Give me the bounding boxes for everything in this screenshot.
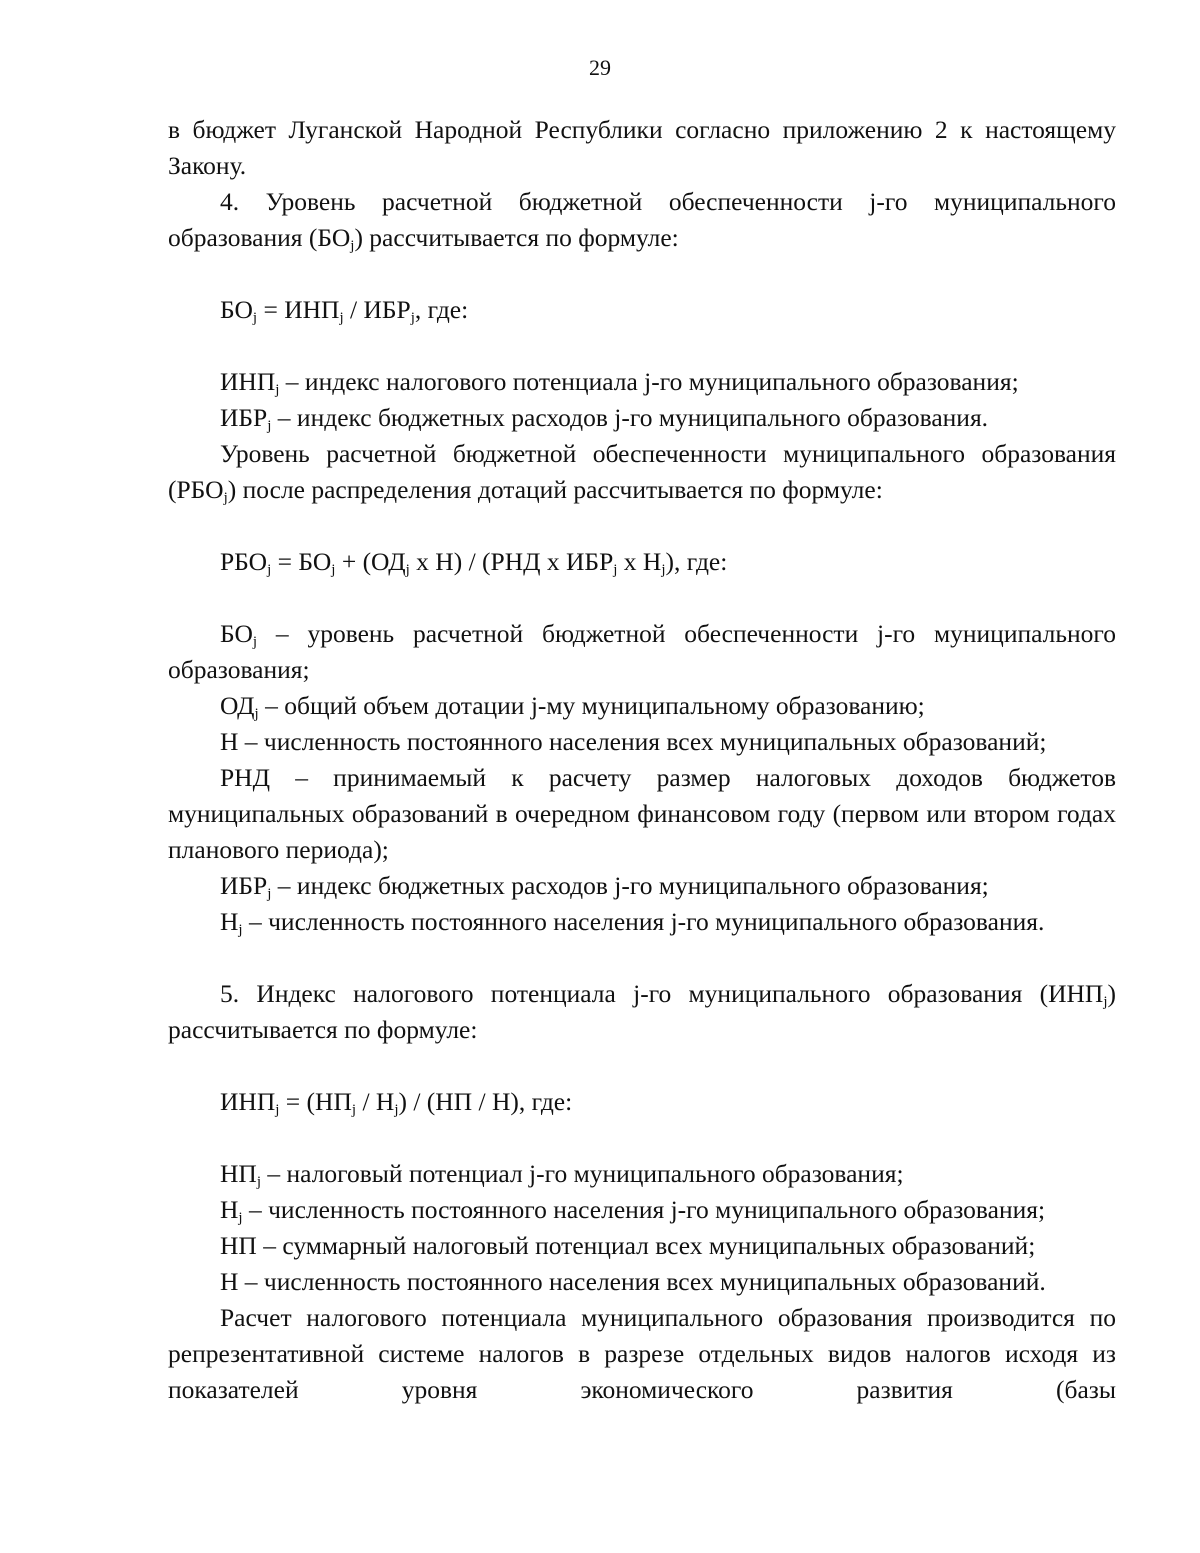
page-number: 29: [589, 55, 611, 80]
paragraph: $ИБР_j$ – индекс бюджетных расходов j-го муниципального образования;: [220, 871, 989, 902]
paragraph: РНД – принимаемый к расчету размер налоговых доходов бюджетов муниципальных образований в очередном финансовом году (первом или втором годах планового периода);: [168, 763, 1116, 864]
document-body: [168, 112, 1116, 1408]
formula: $БО_j = ИНП_j / ИБР_j$, где:: [220, 295, 469, 326]
paragraph: Расчет налогового потенциала муниципального образования производится по репрезентативной системе налогов в разрезе отдельных видов налогов исходя из показателей уровня экономического развития (базы: [168, 1303, 1116, 1404]
formula: $ИНП_j = (НП_j / Н_j) / (НП / Н)$, где:: [220, 1087, 573, 1118]
paragraph: $НП_j$ – налоговый потенциал j-го муниципального образования;: [220, 1159, 904, 1190]
formula: $РБО_j = БО_j + (ОД_j$ х Н) / (РНД х $ИБР_j$ х $Н_j$), где:: [220, 547, 728, 578]
paragraph: $БО_j$ – уровень расчетной бюджетной обеспеченности j-го муниципального образования;: [168, 619, 1116, 684]
spacer: [168, 1120, 1116, 1156]
paragraph: НП – суммарный налоговый потенциал всех муниципальных образований;: [220, 1231, 1036, 1260]
paragraph: 5. Индекс налогового потенциала j-го муниципального образования $(ИНП_j)$ рассчитывается по формуле:: [168, 979, 1116, 1044]
paragraph: $ИБР_j$ – индекс бюджетных расходов j-го муниципального образования.: [220, 403, 989, 434]
spacer: [168, 1048, 1116, 1084]
paragraph: 4. Уровень расчетной бюджетной обеспеченности j-го муниципального образования $(БО_j)$ рассчитывается по формуле:: [168, 187, 1116, 254]
paragraph: в бюджет Луганской Народной Республики согласно приложению 2 к настоящему Закону.: [168, 115, 1116, 180]
paragraph: Уровень расчетной бюджетной обеспеченности муниципального образования $(РБО_j)$ после распределения дотаций рассчитывается по формуле:: [168, 439, 1116, 506]
paragraph: $ИНП_j$ – индекс налогового потенциала j-го муниципального образования;: [220, 367, 1019, 398]
paragraph: $Н_j$ – численность постоянного населения j-го муниципального образования;: [220, 1195, 1046, 1226]
paragraph: $ОД_j$ – общий объем дотации j-му муниципальному образованию;: [220, 691, 925, 722]
spacer: [168, 256, 1116, 292]
spacer: [168, 580, 1116, 616]
paragraph: Н – численность постоянного населения всех муниципальных образований.: [220, 1267, 1046, 1296]
paragraph: $Н_j$ – численность постоянного населения j-го муниципального образования.: [220, 907, 1045, 938]
spacer: [168, 508, 1116, 544]
spacer: [168, 940, 1116, 976]
spacer: [168, 328, 1116, 364]
paragraph: Н – численность постоянного населения всех муниципальных образований;: [220, 727, 1047, 756]
